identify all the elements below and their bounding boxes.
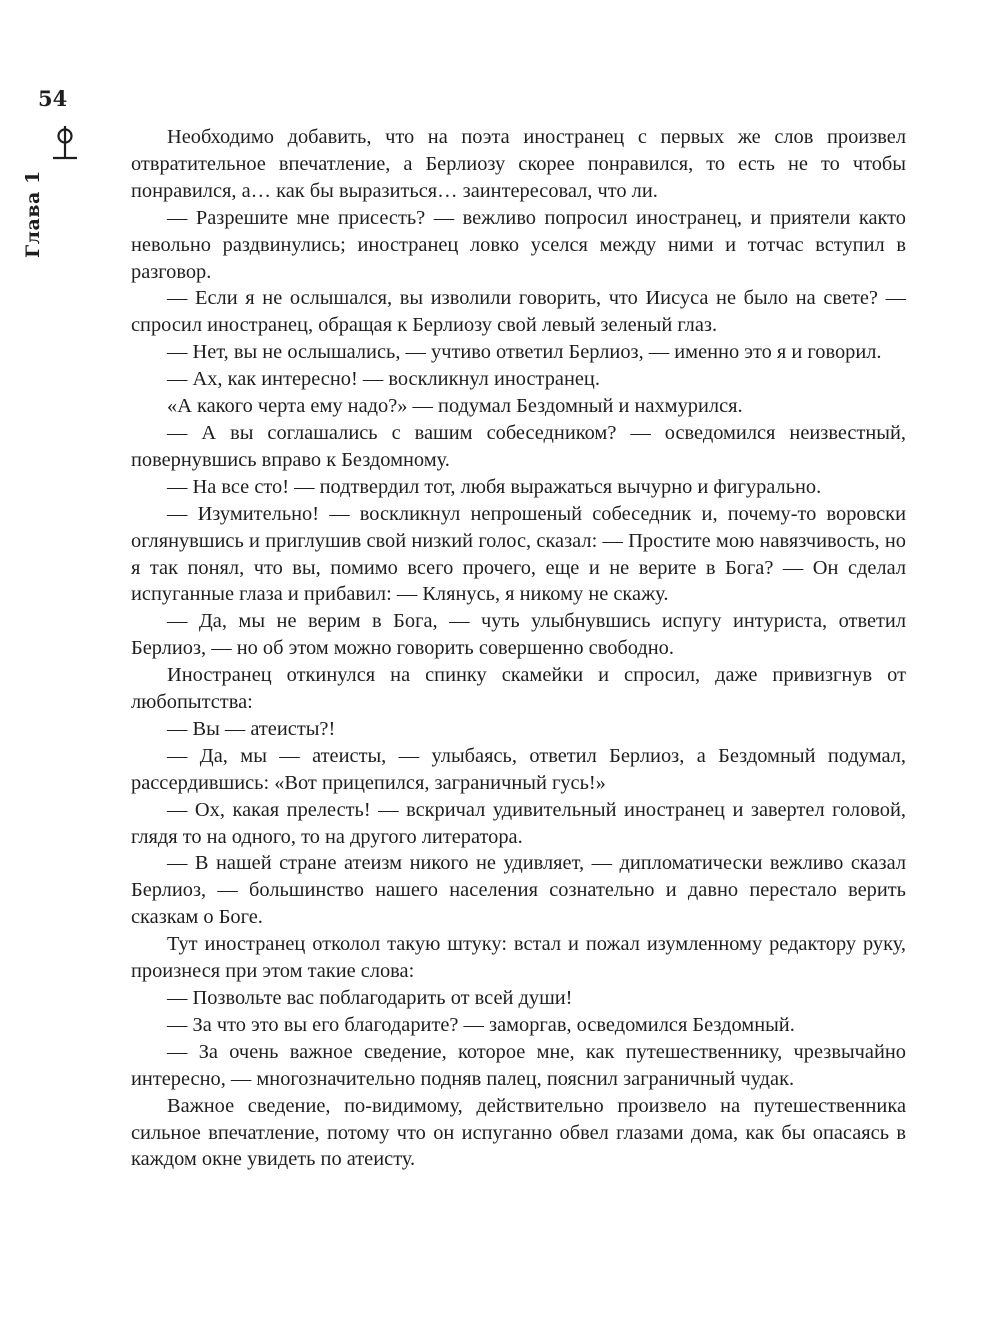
- paragraph: — Изумительно! — воскликнул непрошеный собеседник и, почему-то воровски оглянувшись и приглушив свой низкий голос, сказал: — Простите мою навязчивость, но я так понял, что вы, помимо всего прочего, еще и не верите в Бога? — Он сделал испуганные глаза и прибавил: — Клянусь, я никому не скажу.: [131, 502, 906, 606]
- paragraph: — Да, мы — атеисты, — улыбаясь, ответил Берлиоз, а Бездомный подумал, рассердившись: «Вот прицепился, заграничный гусь!»: [131, 744, 906, 794]
- paragraph: — Если я не ослышался, вы изволили говорить, что Иисуса не было на свете? — спросил иностранец, обращая к Берлиозу свой левый зеленый глаз.: [131, 287, 906, 337]
- paragraph: — В нашей стране атеизм никого не удивляет, — дипломатически вежливо сказал Берлиоз, — большинство нашего населения сознательно и давно перестало верить сказкам о Боге.: [131, 852, 906, 929]
- body-text: [131, 124, 906, 1173]
- paragraph: — Вы — атеисты?!: [167, 717, 336, 740]
- paragraph: — А вы соглашались с вашим собеседником? — осведомился неизвестный, повернувшись вправо к Бездомному.: [131, 421, 906, 471]
- chapter-label: Глава 1: [22, 170, 44, 258]
- paragraph: — Да, мы не верим в Бога, — чуть улыбнувшись испугу интуриста, ответил Берлиоз, — но об этом можно говорить совершенно свободно.: [131, 610, 906, 660]
- paragraph: Важное сведение, по-видимому, действительно произвело на путешественника сильное впечатление, потому что он испуганно обвел глазами дома, как бы опасаясь в каждом окне увидеть по атеисту.: [131, 1094, 906, 1171]
- paragraph: — За что это вы его благодарите? — заморгав, осведомился Бездомный.: [167, 1013, 795, 1036]
- paragraph: Тут иностранец отколол такую штуку: встал и пожал изумленному редактору руку, произнеся при этом такие слова:: [131, 933, 906, 983]
- paragraph: — На все сто! — подтвердил тот, любя выражаться вычурно и фигурально.: [167, 475, 822, 498]
- paragraph: — За очень важное сведение, которое мне, как путешественнику, чрезвычайно интересно, — многозначительно подняв палец, пояснил заграничный чудак.: [131, 1040, 906, 1090]
- paragraph: — Позвольте вас поблагодарить от всей души!: [167, 987, 573, 1009]
- paragraph: — Ох, какая прелесть! — вскричал удивительный иностранец и завертел головой, глядя то на одного, то на другого литератора.: [131, 798, 906, 848]
- paragraph: Иностранец откинулся на спинку скамейки и спросил, даже привизгнув от любопытства:: [131, 664, 906, 714]
- chapter-ornament-icon: [44, 124, 84, 164]
- paragraph: «А какого черта ему надо?» — подумал Бездомный и нахмурился.: [167, 395, 743, 418]
- paragraph: Необходимо добавить, что на поэта иностранец с первых же слов произвел отвратительное впечатление, а Берлиозу скорее понравился, то есть не то чтобы понравился, а… как бы выразиться… заинтересовал, что ли.: [131, 126, 906, 202]
- paragraph: — Нет, вы не ослышались, — учтиво ответил Берлиоз, — именно это я и говорил.: [167, 341, 882, 364]
- paragraph: — Ах, как интересно! — воскликнул иностранец.: [167, 368, 600, 391]
- page-number: 54: [38, 86, 68, 111]
- paragraph: — Разрешите мне присесть? — вежливо попросил иностранец, и приятели както невольно раздвинулись; иностранец ловко уселся между ними и тотчас вступил в разговор.: [131, 206, 906, 283]
